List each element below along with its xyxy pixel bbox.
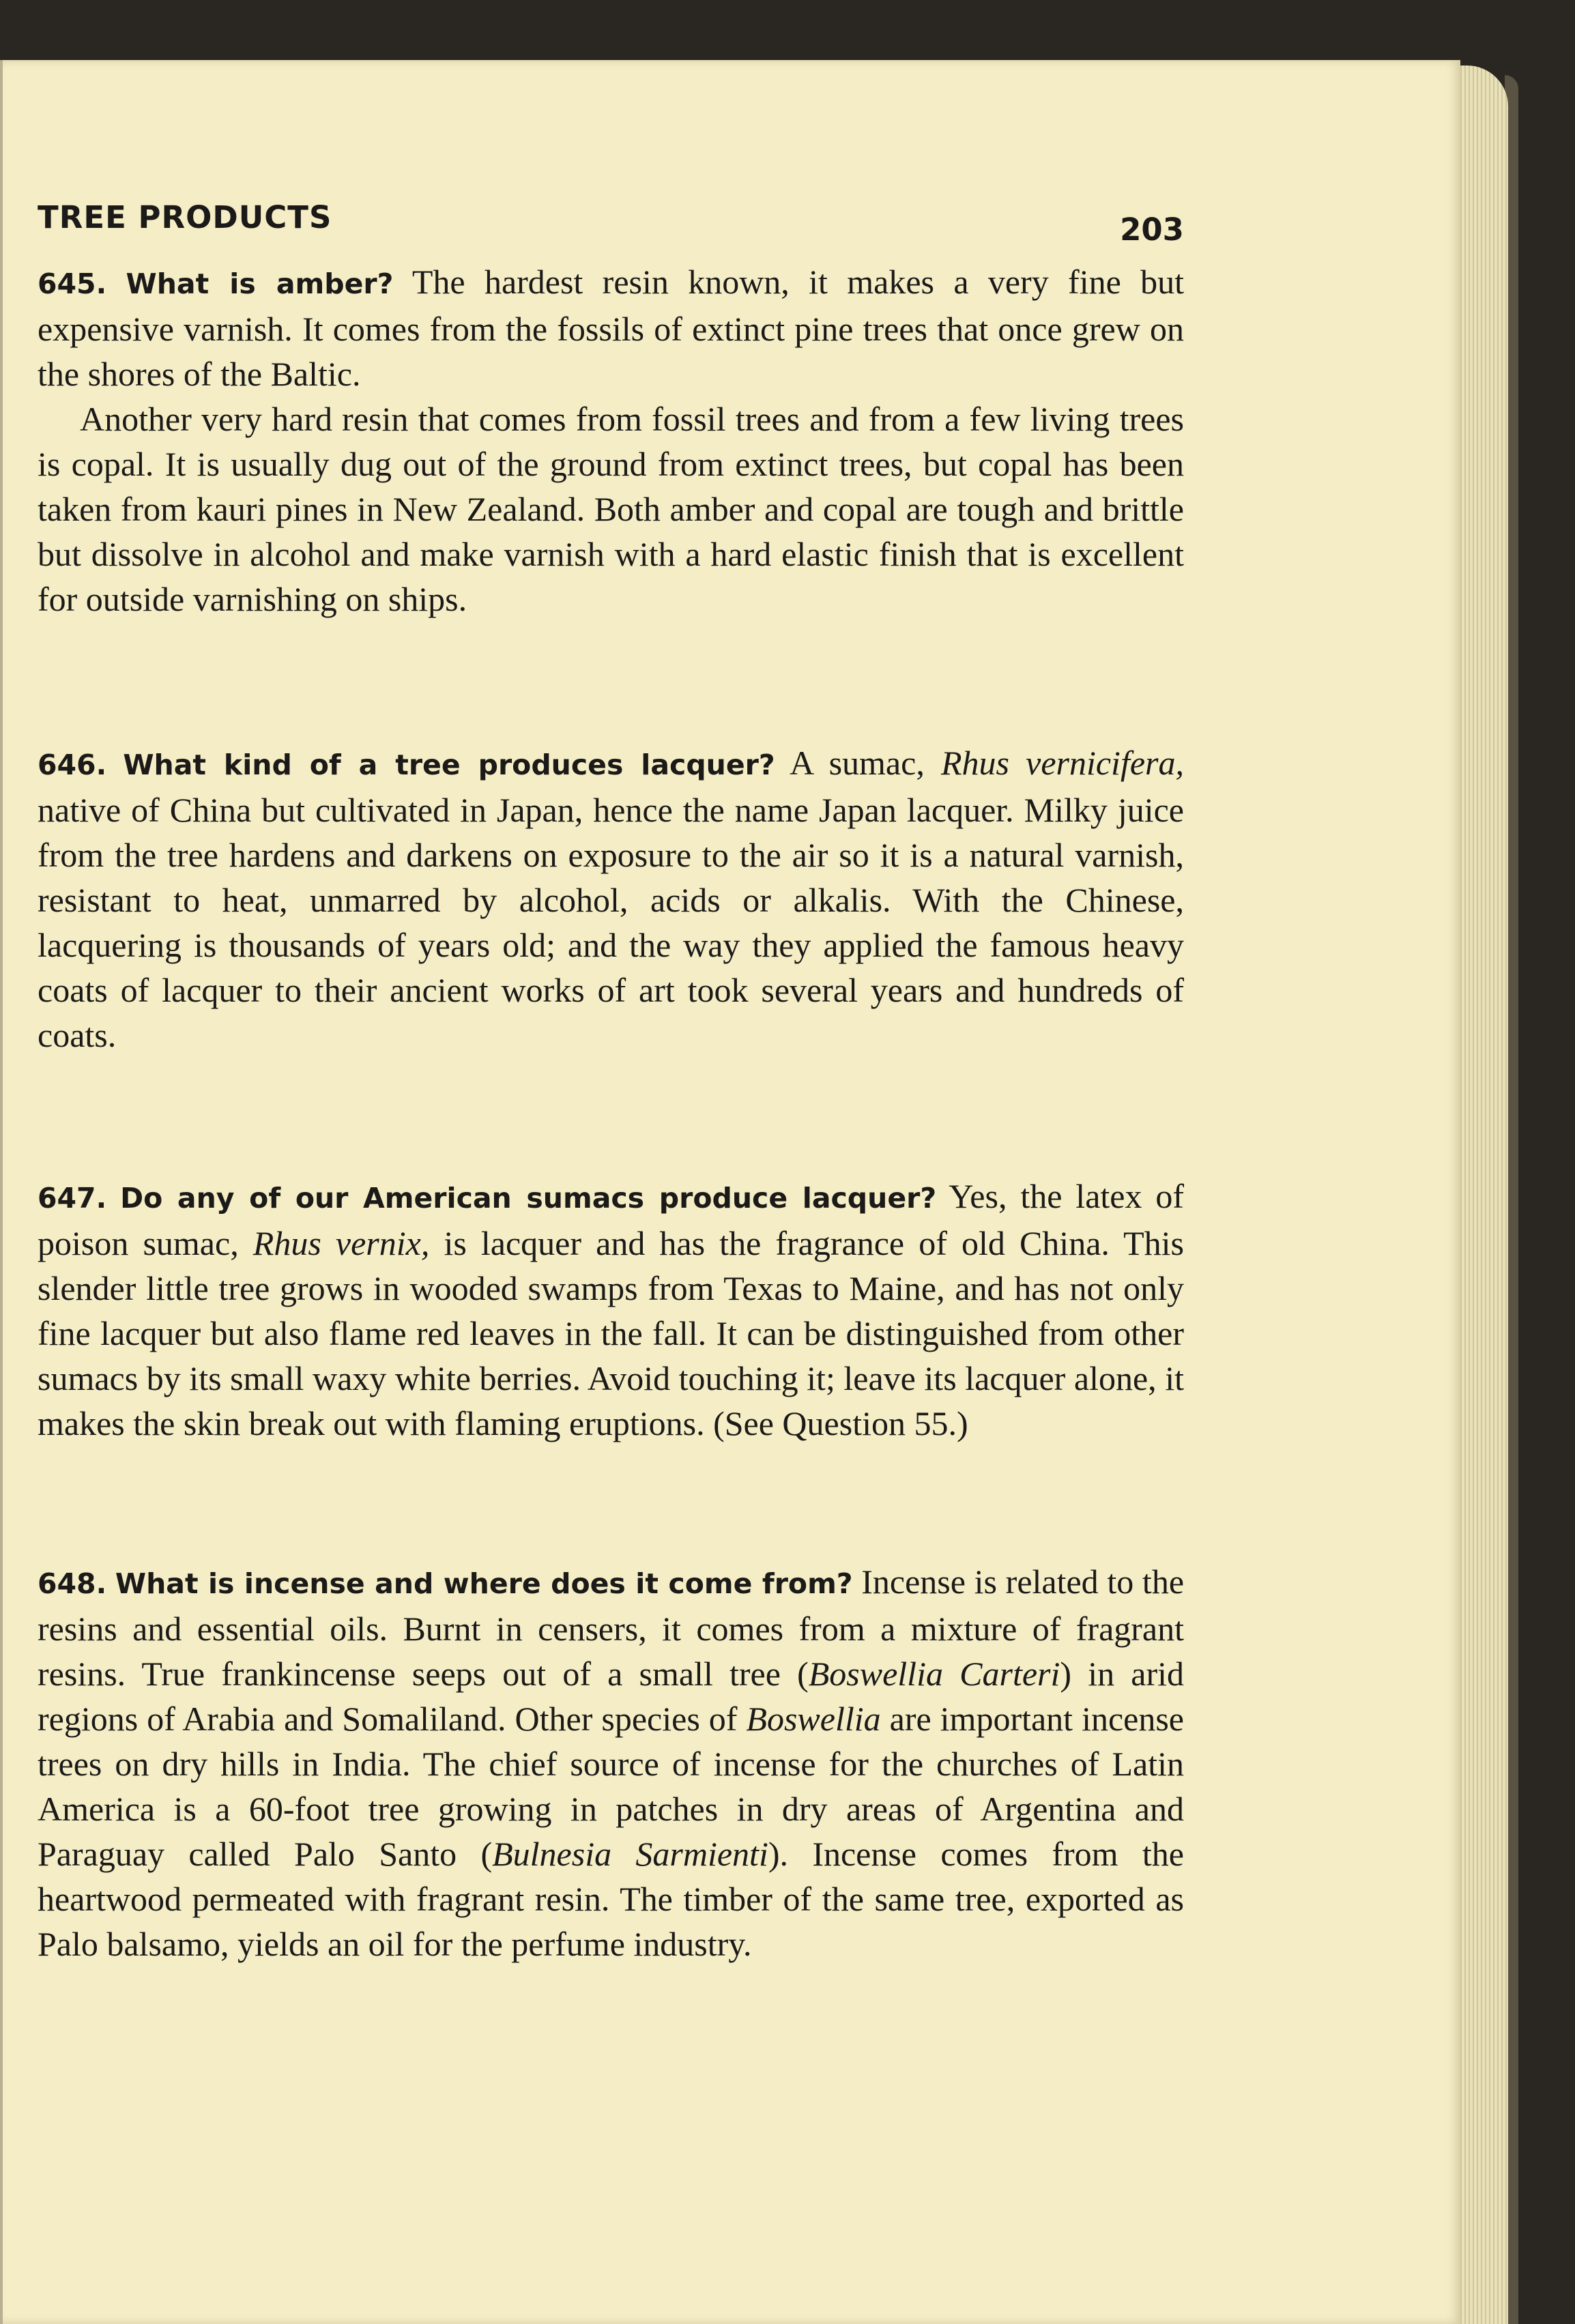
question-entry-648 xyxy=(38,1559,1184,1966)
page-content xyxy=(38,0,1184,2324)
scientific-name: Bulnesia Sarmienti xyxy=(492,1835,768,1873)
question-entry-646 xyxy=(38,740,1184,1058)
scientific-name: Rhus vernicifera, xyxy=(940,744,1184,782)
question-entry-645 xyxy=(38,259,1184,622)
entry-paragraph xyxy=(38,259,1184,396)
running-head-title: TREE PRODUCTS xyxy=(38,199,332,235)
entry-paragraph xyxy=(38,1559,1184,1966)
question-number: 648. xyxy=(38,1567,107,1600)
question-number: 646. xyxy=(38,749,107,781)
question-number: 645. xyxy=(38,267,107,300)
page-gutter-line xyxy=(0,60,3,2324)
question-number: 647. xyxy=(38,1182,107,1215)
answer-text: is lacquer and has the fragrance of old China. This slender little tree grows in wooded swamps from Texas to Maine, and has not only fine lacquer but also flame red leaves in the fall. It can be distinguished from other sumacs by its small waxy white berries. Avoid touching it; leave its lacquer alone, it makes the skin break out with flaming eruptions. (See Question 55.) xyxy=(38,1224,1184,1442)
question-heading: What is incense and where does it come from? xyxy=(115,1567,853,1600)
answer-text: are important incense trees on dry hills in India. The chief source of incense for the churches of Latin America is a 60-foot tree growing in patches in dry areas of Argentina and Paraguay called Palo Santo ( xyxy=(38,1700,1184,1873)
entry-paragraph: Another very hard resin that comes from fossil trees and from a few living trees is copal. It is usually dug out of the ground from extinct trees, but copal has been taken from kauri pines in New Zealand. Both amber and copal are tough and brittle but dissolve in alcohol and make varnish with a hard elastic finish that is excellent for outside varnishing on ships. xyxy=(38,400,1184,618)
answer-text: native of China but cultivated in Japan, hence the name Japan lacquer. Milky juice from the tree hardens and darkens on exposure to the air so it is a natural varnish, resistant to heat, unmarred by alcohol, acids or alkalis. With the Chinese, lacquering is thousands of years old; and the way they applied the famous heavy coats of lacquer to their ancient works of art took several years and hundreds of coats. xyxy=(38,791,1184,1054)
question-heading: What is amber? xyxy=(126,267,394,300)
answer-text: Yes, the latex of poison sumac, xyxy=(38,1177,1185,1262)
entry-paragraph xyxy=(38,1174,1184,1446)
scientific-name: Rhus vernix, xyxy=(252,1224,430,1262)
question-entry-647 xyxy=(38,1174,1184,1446)
answer-text: A sumac, xyxy=(775,744,941,782)
question-heading: What kind of a tree produces lacquer? xyxy=(123,749,775,781)
scientific-name: Boswellia Carteri xyxy=(808,1655,1060,1693)
entry-paragraph xyxy=(38,740,1184,1058)
question-heading: Do any of our American sumacs produce lacquer? xyxy=(120,1182,937,1215)
answer-text: Incense is related to the resins and essential oils. Burnt in censers, it comes from a mixture of fragrant resins. True frankincense seeps out of a small tree ( xyxy=(38,1563,1185,1693)
answer-text: ) in arid regions of Arabia and Somaliland. Other species of xyxy=(38,1655,1185,1738)
running-head xyxy=(38,199,1184,247)
scientific-name: Boswellia xyxy=(746,1700,881,1738)
page-number: 203 xyxy=(1120,212,1184,248)
answer-text: The hardest resin known, it makes a very fine but expensive varnish. It comes from the fossils of extinct pine trees that once grew on the shores of the Baltic. xyxy=(38,263,1185,393)
answer-text: ). Incense comes from the heartwood permeated with fragrant resin. The timber of the same tree, exported as Palo balsamo, yields an oil for the perfume industry. xyxy=(38,1835,1184,1963)
